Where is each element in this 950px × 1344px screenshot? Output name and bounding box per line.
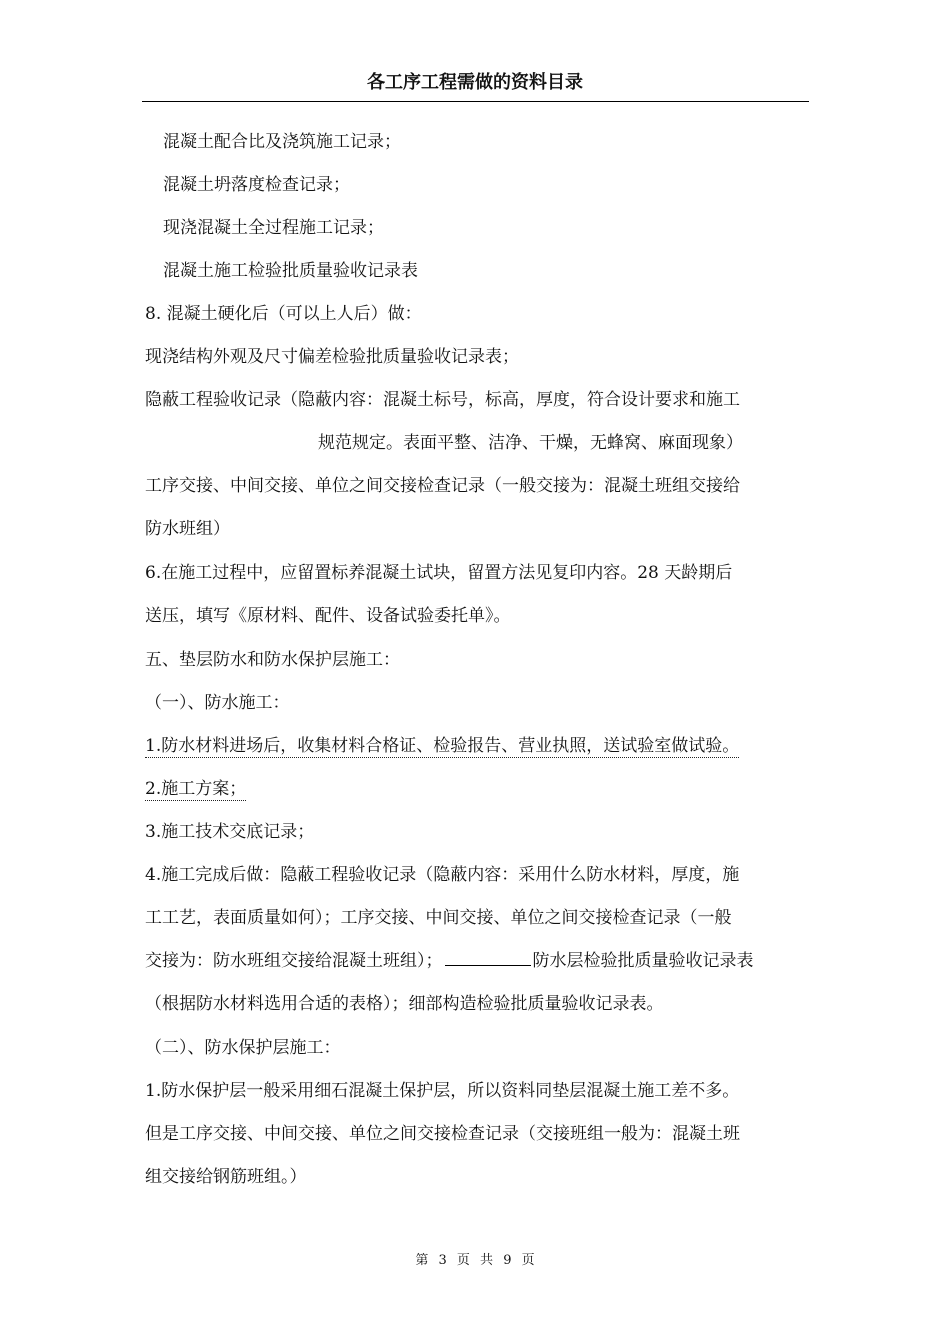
text-line: 送压，填写《原材料、配件、设备试验委托单》。 — [145, 606, 511, 626]
fill-in-blank — [445, 951, 531, 966]
flagged-text: 2.施工方案； — [145, 779, 247, 799]
text-line: 组交接给钢筋班组。） — [145, 1167, 307, 1187]
text-line: 1.防水保护层一般采用细石混凝土保护层，所以资料同垫层混凝土施工差不多。 — [145, 1081, 740, 1101]
section-heading: 五、垫层防水和防水保护层施工： — [145, 650, 400, 670]
text-line: 8. 混凝土硬化后（可以上人后）做： — [145, 304, 422, 324]
text-line — [145, 735, 739, 757]
text-line: 6.在施工过程中，应留置标养混凝土试块，留置方法见复印内容。28 天龄期后 — [145, 563, 733, 583]
text-line: 现浇结构外观及尺寸偏差检验批质量验收记录表； — [145, 347, 519, 367]
header-divider — [142, 101, 809, 102]
text-segment: 防水层检验批质量验收记录表 — [532, 951, 754, 971]
text-line: 隐蔽工程验收记录（隐蔽内容：混凝土标号，标高，厚度，符合设计要求和施工 — [145, 390, 740, 410]
text-line: 现浇混凝土全过程施工记录； — [163, 218, 384, 238]
page-number: 第 3 页 共 9 页 — [415, 1253, 535, 1268]
subsection-heading: （二）、防水保护层施工： — [145, 1038, 341, 1058]
text-line: 但是工序交接、中间交接、单位之间交接检查记录（交接班组一般为：混凝土班 — [145, 1124, 740, 1144]
text-line: 3.施工技术交底记录； — [145, 822, 315, 842]
text-line: 混凝土配合比及浇筑施工记录； — [163, 132, 401, 152]
text-line — [145, 950, 754, 972]
text-line: 防水班组） — [145, 519, 230, 539]
text-line: （根据防水材料选用合适的表格）；细部构造检验批质量验收记录表。 — [145, 994, 664, 1014]
text-line: 混凝土施工检验批质量验收记录表 — [163, 261, 418, 281]
text-line: 规范规定。表面平整、洁净、干燥，无蜂窝、麻面现象） — [318, 433, 743, 453]
page-title: 各工序工程需做的资料目录 — [367, 72, 583, 93]
text-line: 工工艺，表面质量如何）；工序交接、中间交接、单位之间交接检查记录（一般 — [145, 908, 732, 928]
subsection-heading: （一）、防水施工： — [145, 693, 290, 713]
text-line: 工序交接、中间交接、单位之间交接检查记录（一般交接为：混凝土班组交接给 — [145, 476, 740, 496]
flagged-text: 1.防水材料进场后，收集材料合格证、检验报告、营业执照，送试验室做试验。 — [145, 736, 740, 756]
text-segment: 交接为：防水班组交接给混凝土班组）； — [145, 951, 443, 971]
text-line: 混凝土坍落度检查记录； — [163, 175, 350, 195]
text-line — [145, 778, 246, 800]
text-line: 4.施工完成后做：隐蔽工程验收记录（隐蔽内容：采用什么防水材料，厚度，施 — [145, 865, 740, 885]
